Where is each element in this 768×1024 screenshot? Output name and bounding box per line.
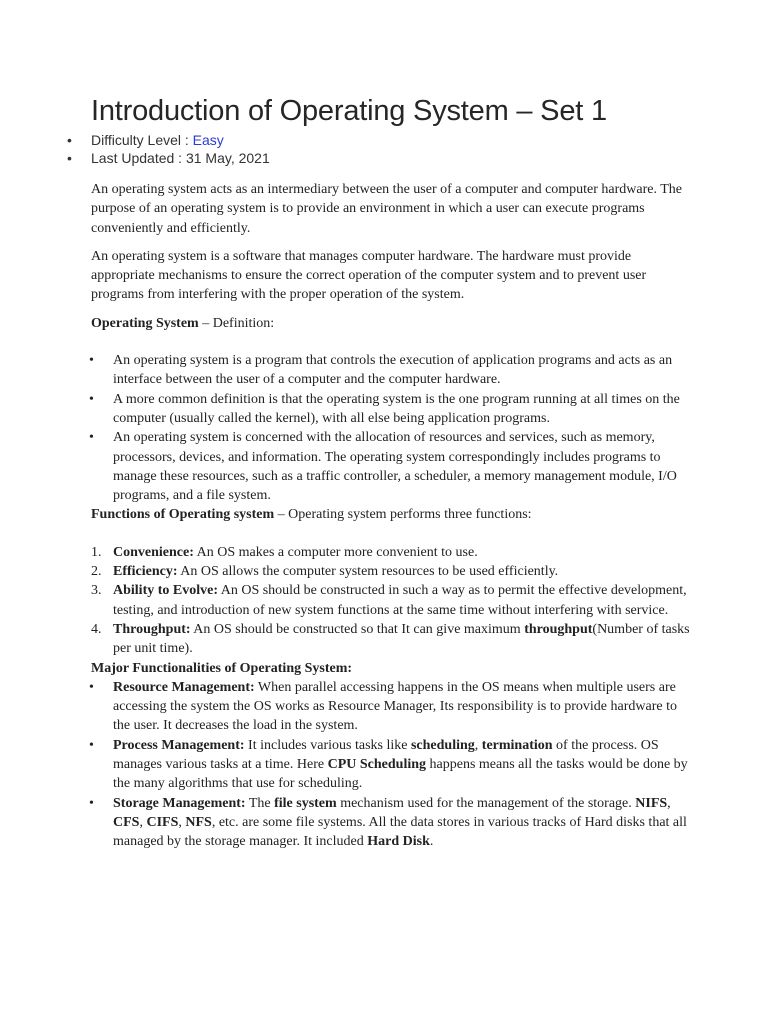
item-term: Resource Management: xyxy=(113,679,255,695)
major-heading-text: Major Functionalities of Operating System: xyxy=(91,660,353,676)
item-term-inline: NFS xyxy=(185,814,212,830)
last-updated: • Last Updated : 31 May, 2021 xyxy=(91,149,691,167)
list-item-resource xyxy=(91,678,691,736)
item-number: 1. xyxy=(91,544,102,560)
item-text: , xyxy=(474,737,482,753)
functions-heading-rest: – Operating system performs three functions: xyxy=(274,507,532,523)
item-text: An OS makes a computer more convenient to use. xyxy=(193,544,478,560)
item-term: Convenience: xyxy=(113,544,194,560)
list-item xyxy=(91,581,691,620)
item-text: , xyxy=(139,814,147,830)
list-item-storage xyxy=(91,794,691,852)
item-term-inline: CIFS xyxy=(146,814,179,830)
list-item: • An operating system is a program that controls the execution of application programs and acts as an interface between the user of a computer and the computer hardware. xyxy=(91,351,691,390)
major-heading xyxy=(91,659,691,678)
item-text: happens means all the tasks would be done by the many algorithms that use for scheduling. xyxy=(113,757,688,792)
list-item xyxy=(91,543,691,562)
article-meta xyxy=(91,131,691,167)
item-text: of the process. OS manages various tasks at a time. Here xyxy=(113,737,659,773)
item-text: The xyxy=(245,795,275,811)
item-text: . xyxy=(429,834,434,850)
item-text: , xyxy=(178,814,186,830)
item-text: , etc. are some file systems. All the data stores in various tracks of Hard disks that all managed by the storage manager. It included xyxy=(113,814,687,850)
functions-heading xyxy=(91,505,691,524)
item-number: 4. xyxy=(91,621,102,637)
item-text: It includes various tasks like xyxy=(244,737,411,753)
item-term-inline: CFS xyxy=(113,814,140,830)
item-term-inline: throughput xyxy=(524,621,593,637)
item-term: Efficiency: xyxy=(113,564,178,580)
functions-list xyxy=(91,543,691,659)
item-text: , xyxy=(667,795,671,811)
definition-heading-rest: – Definition: xyxy=(198,315,275,331)
item-term-inline: Hard Disk xyxy=(367,834,430,850)
difficulty-link[interactable]: Easy xyxy=(192,132,224,148)
list-item: • A more common definition is that the operating system is the one program running at all times on the computer (usually called the kernel), with all else being application programs. xyxy=(91,390,691,429)
item-number: 3. xyxy=(91,583,102,599)
intro-paragraph-2: An operating system is a software that manages computer hardware. The hardware must provide appropriate mechanisms to ensure the correct operation of the computer system and to prevent user programs from interfering with the proper operation of the system. xyxy=(91,248,647,303)
item-text: An OS should be constructed so that It can give maximum xyxy=(190,621,525,637)
item-term-inline: CPU Scheduling xyxy=(327,757,427,773)
intro-paragraph-1: An operating system acts as an intermediary between the user of a computer and computer hardware. The purpose of an operating system is to provide an environment in which a user can execute programs conveniently and efficiently. xyxy=(91,182,683,236)
definition-heading-bold: Operating System xyxy=(91,315,199,331)
list-item-process xyxy=(91,736,691,794)
item-term-inline: scheduling xyxy=(410,737,475,753)
difficulty-label: Difficulty Level : xyxy=(91,132,193,148)
page-title: Introduction of Operating System – Set 1 xyxy=(91,95,607,127)
functions-heading-bold: Functions of Operating system xyxy=(91,507,275,523)
item-term-inline: termination xyxy=(481,737,553,753)
item-text-tail: (Number of tasks per unit time). xyxy=(113,621,690,657)
article xyxy=(91,92,691,852)
item-text: An OS allows the computer system resources to be used efficiently. xyxy=(177,564,559,580)
item-text: When parallel accessing happens in the OS means when multiple users are accessing the system the OS works as Resource Manager, Its responsibility is to provide hardware to the user. It decreases the load in the system. xyxy=(113,679,677,734)
list-item xyxy=(91,562,691,581)
item-term-inline: file system xyxy=(274,795,337,811)
definition-list xyxy=(91,351,691,505)
item-term: Throughput: xyxy=(113,621,191,637)
major-list xyxy=(91,678,691,852)
definition-heading xyxy=(91,314,691,333)
item-term: Process Management: xyxy=(113,737,245,753)
item-term-inline: NIFS xyxy=(635,795,668,811)
item-text: mechanism used for the management of the storage. xyxy=(336,795,636,811)
item-text: An OS should be constructed in such a way as to permit the effective development, testing, and introduction of new system functions at the same time without interfering with service. xyxy=(113,583,687,618)
item-term: Ability to Evolve: xyxy=(113,583,218,599)
list-item xyxy=(91,620,691,659)
difficulty-level xyxy=(91,131,691,149)
list-item: • An operating system is concerned with the allocation of resources and services, such as memory, processors, devices, and information. The operating system correspondingly includes programs to manage these resources, such as a traffic controller, a scheduler, a memory management module, I/O programs, and a file system. xyxy=(91,428,691,505)
item-number: 2. xyxy=(91,564,102,580)
item-term: Storage Management: xyxy=(113,795,246,811)
